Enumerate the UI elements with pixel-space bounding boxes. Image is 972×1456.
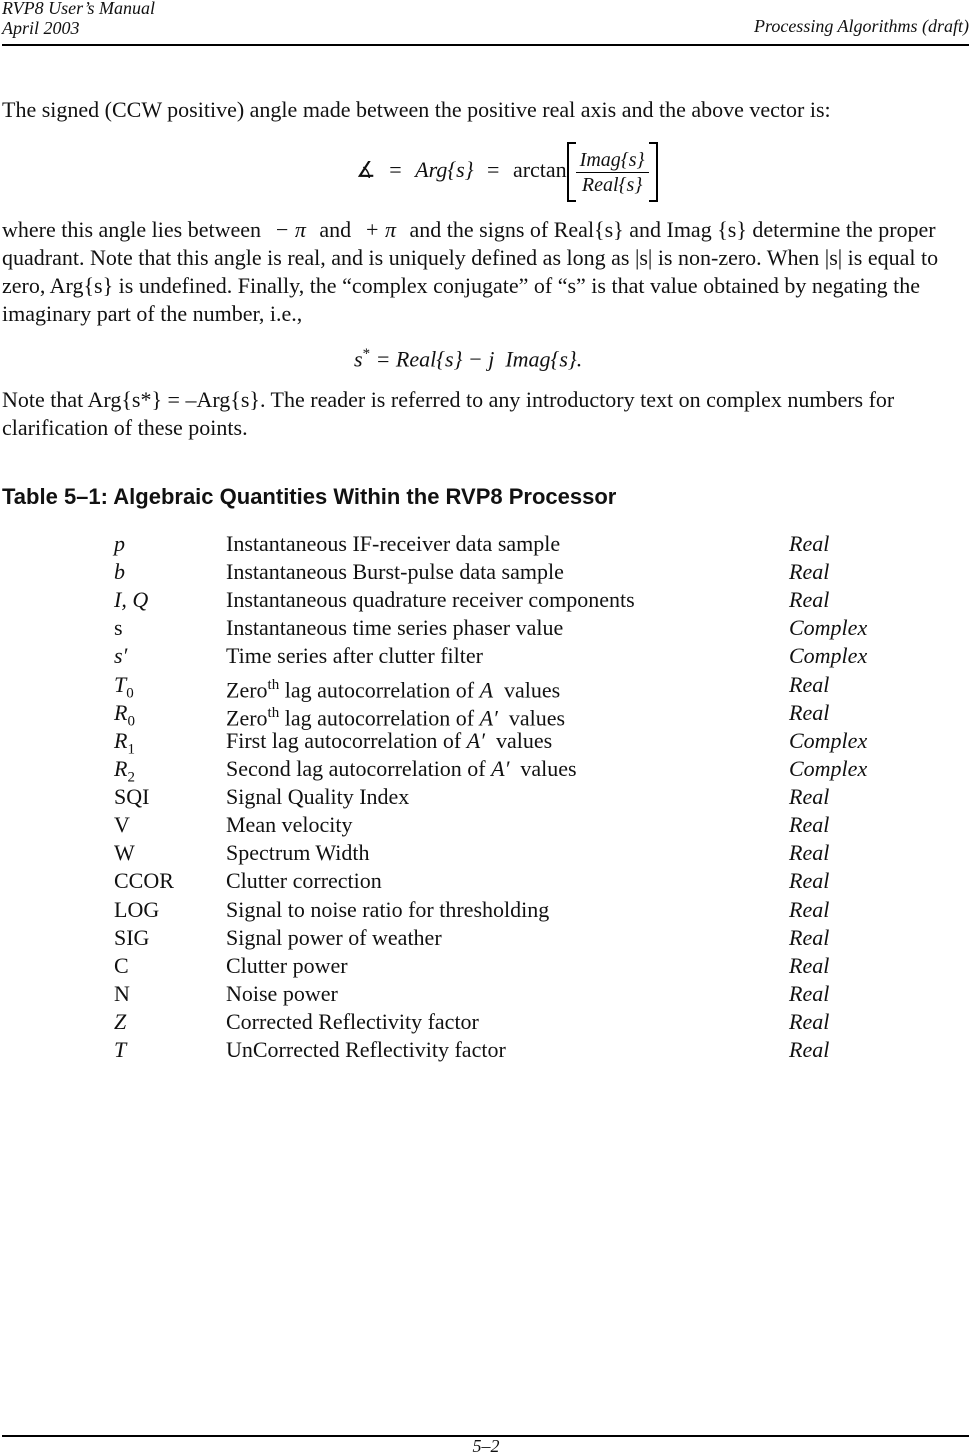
table-row [0,586,972,614]
row-description: Clutter power [226,953,348,978]
row-description: First lag autocorrelation of A′ values [226,728,553,753]
table-row [0,896,972,924]
intro-paragraph: The signed (CCW positive) angle made between the positive real axis and the above vector is: [2,97,831,122]
row-symbol: LOG [114,897,160,922]
row-description: Spectrum Width [226,840,370,865]
conjugate-lhs: s [354,346,363,372]
row-symbol: CCOR [114,868,174,893]
row-description: Time series after clutter filter [226,643,483,668]
row-type: Complex [789,615,868,640]
table-row [0,924,972,952]
row-description: Second lag autocorrelation of A′ values [226,756,577,781]
table-row [0,671,972,703]
positive-pi: + π [364,217,397,242]
table-row [0,839,972,867]
table-row [0,867,972,895]
angle-symbol: ∡ [356,157,376,183]
row-type: Real [789,784,830,809]
header-chapter-title: Processing Algorithms (draft) [754,16,969,36]
left-bracket [567,142,576,202]
row-symbol-subscript: 2 [127,769,135,786]
table-row [0,1008,972,1036]
row-type: Real [789,925,830,950]
row-description: Signal power of weather [226,925,442,950]
fraction-denominator: Real{s} [581,173,643,196]
row-description: UnCorrected Reflectivity factor [226,1037,506,1062]
right-bracket [649,142,658,202]
row-description: Clutter correction [226,868,382,893]
row-type: Complex [789,756,868,781]
conjugate-equation [354,346,582,372]
row-description: Signal Quality Index [226,784,410,809]
row-symbol: p [114,531,125,556]
conjugate-star: * [362,346,371,362]
row-description: Instantaneous Burst-pulse data sample [226,559,564,584]
row-type: Real [789,559,830,584]
note-paragraph: Note that Arg{s*} = –Arg{s}. The reader is referred to any introductory text on complex numbers for clarification of these points. [2,387,895,440]
table-row [0,755,972,786]
arctan-function: arctan [512,157,567,183]
row-description: Instantaneous IF-receiver data sample [226,531,561,556]
row-description: Signal to noise ratio for thresholding [226,897,550,922]
para2-text-2: and the signs of Real{s} and Imag {s} determine the proper quadrant. Note that this angle is real, and is uniquely defined as long as |s| is non-zero. When |s| is equal to zero, Arg{s} is undefined. Finally, the “complex conjugate” of “s” is that value obtained by negating the imaginary part of the number, i.e., [2,217,939,326]
para2-text-1: where this angle lies between [2,217,262,242]
row-type: Real [789,672,830,697]
fraction-numerator: Imag{s} [576,148,649,173]
table-row [0,614,972,642]
row-symbol: W [114,840,135,865]
row-symbol-letter: R [114,756,128,781]
row-type: Real [789,812,830,837]
row-symbol-subscript: 0 [126,685,134,702]
fraction [576,148,649,197]
table-title: Table 5–1: Algebraic Quantities Within the RVP8 Processor [2,484,617,509]
row-description: Instantaneous quadrature receiver components [226,587,635,612]
arg-function: Arg [415,157,448,183]
page-number: 5–2 [472,1436,500,1456]
table-row [0,642,972,670]
row-description: Zero$^{th}$ lag autocorrelation of A values [226,677,561,703]
table-row [0,727,972,758]
row-description: Noise power [226,981,338,1006]
row-symbol: SQI [114,784,150,809]
row-symbol-letter: T [114,672,127,697]
row-description: Instantaneous time series phaser value [226,615,564,640]
row-symbol: s′ [114,643,128,668]
row-symbol: b [114,559,125,584]
equals-sign-2: = [487,157,500,183]
row-type: Real [789,840,830,865]
row-type: Complex [789,728,868,753]
table-row [0,783,972,811]
table-row [0,980,972,1008]
row-type: Real [789,897,830,922]
row-symbol-letter: R [114,728,128,753]
header-date: April 2003 [2,18,80,38]
row-symbol: I, Q [114,587,149,612]
equals-sign: = [389,157,402,183]
row-symbol: T [114,1037,127,1062]
table-row [0,952,972,980]
table-row [0,1036,972,1064]
page-header [2,0,969,46]
table-row [0,699,972,731]
negative-pi: − π [274,217,306,242]
row-type: Real [789,700,830,725]
table-row [0,811,972,839]
row-symbol: s [114,615,123,640]
header-manual-title: RVP8 User’s Manual [2,0,155,18]
row-symbol: N [114,981,130,1006]
row-symbol: V [114,812,130,837]
angle-range-paragraph [2,216,970,328]
row-type: Complex [789,643,868,668]
row-symbol: SIG [114,925,150,950]
row-symbol: C [114,953,129,978]
conjugate-rhs: = Real{s} − j Imag{s}. [370,346,583,372]
row-symbol-subscript: 0 [127,713,135,730]
row-description: Corrected Reflectivity factor [226,1009,479,1034]
row-type: Real [789,1009,830,1034]
table-row [0,558,972,586]
table-row [0,530,972,558]
row-type: Real [789,981,830,1006]
row-symbol: Z [114,1009,127,1034]
angle-equation [356,142,658,202]
para2-text-and: and [319,217,352,242]
row-type: Real [789,587,830,612]
row-type: Real [789,1037,830,1062]
row-symbol-letter: R [114,700,128,725]
row-description: Mean velocity [226,812,353,837]
header-manual-info [2,0,155,38]
row-type: Real [789,531,830,556]
arg-argument: {s} [447,157,474,183]
row-symbol-subscript: 1 [127,741,135,758]
row-description: Zero$^{th}$ lag autocorrelation of A′ values [226,705,566,731]
row-type: Real [789,953,830,978]
row-type: Real [789,868,830,893]
